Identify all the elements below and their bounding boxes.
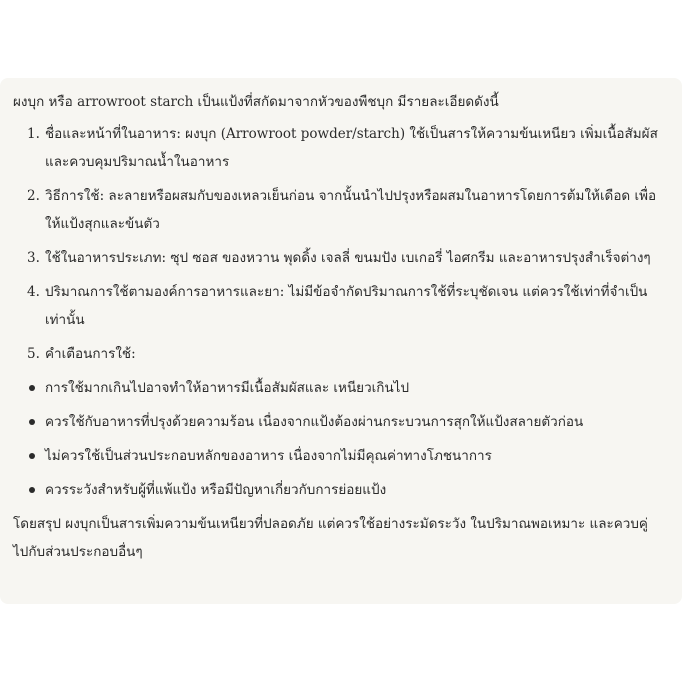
list-item-text: คำเตือนการใช้: bbox=[45, 346, 136, 362]
intro-text: ผงบุก หรือ arrowroot starch เป็นแป้งที่สกัดมาจากหัวของพืชบุก มีรายละเอียดดังนี้ bbox=[13, 94, 499, 110]
list-number: 5. bbox=[27, 346, 40, 362]
bullet-dot-icon bbox=[29, 453, 35, 459]
bullet-text: ไม่ควรใช้เป็นส่วนประกอบหลักของอาหาร เนื่องจากไม่มีคุณค่าทางโภชนาการ bbox=[45, 448, 492, 464]
list-item-text: ชื่อและหน้าที่ในอาหาร: ผงบุก (Arrowroot powder/starch) ใช้เป็นสารให้ความข้นเหนียว เพิ่มเนื้อสัมผัส และควบคุมปริมาณน้ำในอาหาร bbox=[45, 126, 658, 170]
list-item-text: ใช้ในอาหารประเภท: ซุป ซอส ของหวาน พุดดิ้ง เจลลี่ ขนมปัง เบเกอรี่ ไอศกรีม และอาหารปรุงสำเร็จต่างๆ bbox=[45, 250, 651, 266]
list-item bbox=[13, 244, 662, 272]
list-number: 4. bbox=[27, 284, 40, 300]
bullet-text: ควรระวังสำหรับผู้ที่แพ้แป้ง หรือมีปัญหาเกี่ยวกับการย่อยแป้ง bbox=[45, 482, 387, 498]
list-item bbox=[13, 278, 662, 334]
bullet-text: การใช้มากเกินไปอาจทำให้อาหารมีเนื้อสัมผัสและ เหนียวเกินไป bbox=[45, 380, 410, 396]
bullet-dot-icon bbox=[29, 487, 35, 493]
list-number: 1. bbox=[27, 126, 40, 142]
response-panel bbox=[0, 78, 682, 604]
list-item bbox=[13, 340, 662, 368]
bullet-item bbox=[13, 408, 662, 436]
list-item-text: ปริมาณการใช้ตามองค์การอาหารและยา: ไม่มีข้อจำกัดปริมาณการใช้ที่ระบุชัดเจน แต่ควรใช้เท่าที่จำเป็นเท่านั้น bbox=[45, 284, 648, 328]
list-item bbox=[13, 120, 662, 176]
bullet-dot-icon bbox=[29, 385, 35, 391]
bullet-list bbox=[13, 374, 662, 504]
bullet-dot-icon bbox=[29, 419, 35, 425]
list-item bbox=[13, 182, 662, 238]
bullet-item bbox=[13, 374, 662, 402]
numbered-list bbox=[13, 120, 662, 368]
bullet-item bbox=[13, 442, 662, 470]
summary-text: โดยสรุป ผงบุกเป็นสารเพิ่มความข้นเหนียวที่ปลอดภัย แต่ควรใช้อย่างระมัดระวัง ในปริมาณพอเหมาะ และควบคู่ไปกับส่วนประกอบอื่นๆ bbox=[13, 516, 648, 560]
bullet-text: ควรใช้กับอาหารที่ปรุงด้วยความร้อน เนื่องจากแป้งต้องผ่านกระบวนการสุกให้แป้งสลายตัวก่อน bbox=[45, 414, 584, 430]
list-number: 2. bbox=[27, 188, 40, 204]
list-item-text: วิธีการใช้: ละลายหรือผสมกับของเหลวเย็นก่อน จากนั้นนำไปปรุงหรือผสมในอาหารโดยการต้มให้เดือด เพื่อให้แป้งสุกและข้นตัว bbox=[45, 188, 657, 232]
list-number: 3. bbox=[27, 250, 40, 266]
bullet-item bbox=[13, 476, 662, 504]
